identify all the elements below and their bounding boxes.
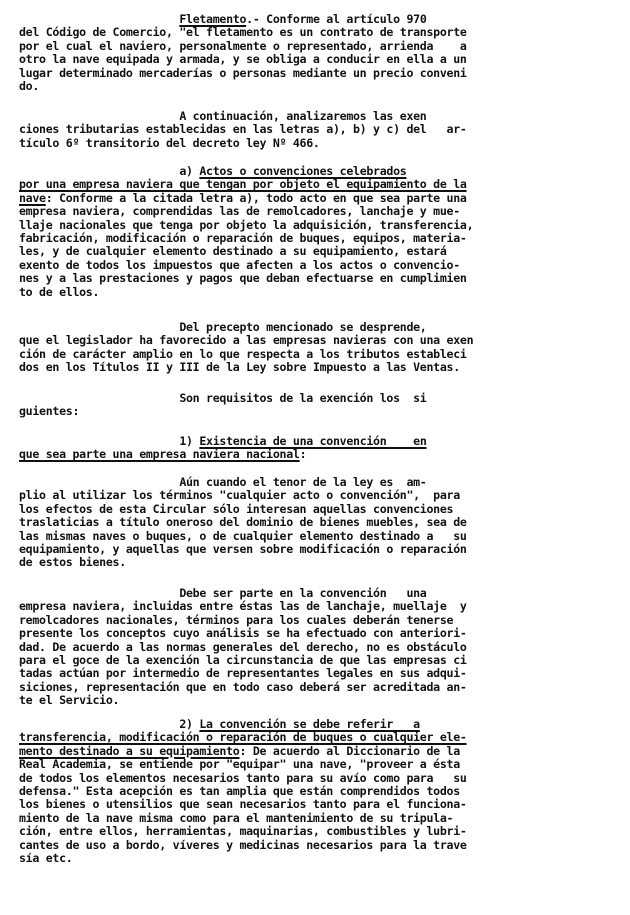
underlined-text: Existencia de una convención en xyxy=(199,434,427,448)
text-line xyxy=(19,205,613,218)
text-segment: te el Servicio. xyxy=(19,693,120,708)
text-segment: Aún cuando el tenor de la ley es am- xyxy=(19,475,427,489)
text-line xyxy=(19,530,613,543)
text-line xyxy=(19,694,613,707)
text-line xyxy=(19,123,613,136)
text-segment: los efectos de esta Circular sólo interesan aquellas convenciones xyxy=(19,501,454,516)
paragraph-legislator-exemption xyxy=(19,321,613,375)
text-segment: equipamiento, y aquellas que versen sobre modificación o reparación xyxy=(19,541,467,556)
text-segment: las mismas naves o buques, o de cualquier elemento destinado a su xyxy=(19,528,467,543)
text-segment: remolcadores nacionales, términos para los cuales deberán tenerse xyxy=(19,612,454,627)
text-line xyxy=(19,110,613,123)
text-line xyxy=(19,219,613,232)
text-segment: Debe ser parte en la convención una xyxy=(19,586,427,600)
text-segment: para el goce de la exención la circunstancia de que las empresas ci xyxy=(19,652,467,667)
text-line xyxy=(19,516,613,529)
text-line xyxy=(19,503,613,516)
paragraph-requirement-1-scope xyxy=(19,476,613,570)
text-segment: siciones, representación que en todo caso deberá ser acreditada an- xyxy=(19,679,467,694)
text-segment: : De acuerdo al Diccionario de la xyxy=(239,743,460,758)
text-line xyxy=(19,489,613,502)
underlined-text: La convención se debe referir a xyxy=(199,717,420,731)
text-segment: ciones tributarias establecidas en las letras a), b) y c) del ar- xyxy=(19,122,467,137)
text-segment: to de ellos. xyxy=(19,284,100,299)
text-line xyxy=(19,232,613,245)
text-line xyxy=(19,785,613,798)
text-line xyxy=(19,178,613,191)
text-segment: nes y a las prestaciones y pagos que deban efectuarse en cumplimien xyxy=(19,271,467,286)
text-segment: miento de la nave misma como para el mantenimiento de su tripula- xyxy=(19,810,454,825)
text-line xyxy=(19,361,613,374)
text-line xyxy=(19,80,613,93)
text-line xyxy=(19,641,613,654)
text-segment: Del precepto mencionado se desprende, xyxy=(19,320,427,334)
text-line xyxy=(19,334,613,347)
text-line xyxy=(19,53,613,66)
text-line xyxy=(19,758,613,771)
text-line xyxy=(19,825,613,838)
text-line xyxy=(19,272,613,285)
text-segment: llaje nacionales que tenga por objeto la adquisición, transferencia, xyxy=(19,217,474,232)
text-segment: exento de todos los impuestos que afecten a los actos o convencio- xyxy=(19,257,460,272)
text-segment: tículo 6º transitorio del decreto ley Nº 466. xyxy=(19,135,320,150)
text-line xyxy=(19,812,613,825)
text-line xyxy=(19,67,613,80)
paragraph-requirement-1-heading xyxy=(19,435,613,462)
underlined-text: transferencia, modificación o reparación de buques o cualquier ele- xyxy=(19,730,467,745)
text-segment: empresa naviera, incluidas entre éstas las de lanchaje, muellaje y xyxy=(19,599,467,614)
text-segment: de estos bienes. xyxy=(19,555,126,570)
text-line xyxy=(19,654,613,667)
text-segment: : Conforme a la citada letra a), todo acto en que sea parte una xyxy=(45,190,467,205)
text-segment: dad. De acuerdo a las normas generales del derecho, no es obstáculo xyxy=(19,639,467,654)
text-segment: ción, entre ellos, herramientas, maquinarias, combustibles y lubri- xyxy=(19,824,467,839)
underlined-text: que sea parte una empresa naviera nacional xyxy=(19,447,300,462)
text-segment: 2) xyxy=(19,717,200,731)
paragraph-fletamento-definition xyxy=(19,13,613,93)
text-line xyxy=(19,321,613,334)
underlined-text: Fletamento xyxy=(179,12,247,26)
text-line xyxy=(19,40,613,53)
text-line xyxy=(19,614,613,627)
text-segment: 1) xyxy=(19,434,200,448)
text-segment: lugar determinado mercaderías o personas mediante un precio conveni xyxy=(19,65,467,80)
text-segment: fabricación, modificación o reparación de buques, equipos, materia- xyxy=(19,230,467,245)
text-segment: dos en los Títulos II y III de la Ley sobre Impuesto a las Ventas. xyxy=(19,360,460,375)
text-segment: de todos los elementos necesarios tanto para su avío como para su xyxy=(19,770,467,785)
text-line xyxy=(19,772,613,785)
text-segment: que el legislador ha favorecido a las empresas navieras con una exen xyxy=(19,333,474,348)
text-segment: Real Academia, se entiende por "equipar" una nave, "proveer a ésta xyxy=(19,757,460,772)
text-line xyxy=(19,392,613,405)
underlined-text: por una empresa naviera que tengan por objeto el equipamiento de la xyxy=(19,177,467,192)
text-segment: do. xyxy=(19,78,40,93)
underlined-text: Actos o convenciones celebrados xyxy=(199,164,407,178)
text-segment: traslaticias a título oneroso del dominio de bienes muebles, sea de xyxy=(19,515,467,530)
text-segment: les, y de cualquier elemento destinado a su equipamiento, estará xyxy=(19,244,447,259)
text-segment: otro la nave equipada y armada, y se obliga a conducir en ella a un xyxy=(19,52,467,67)
text-line xyxy=(19,600,613,613)
text-line xyxy=(19,405,613,418)
text-segment: los bienes o utensilios que sean necesarios tanto para el funciona- xyxy=(19,797,467,812)
text-line xyxy=(19,745,613,758)
text-line xyxy=(19,165,613,178)
text-segment: sía etc. xyxy=(19,850,73,865)
text-line xyxy=(19,13,613,26)
text-segment: .- Conforme al artículo 970 xyxy=(246,12,427,26)
text-line xyxy=(19,192,613,205)
paragraph-analysis-intro xyxy=(19,110,613,150)
text-line xyxy=(19,731,613,744)
text-line xyxy=(19,286,613,299)
paragraph-requirements-intro xyxy=(19,392,613,419)
text-segment xyxy=(19,12,179,26)
text-segment: por el cual el naviero, personalmente o representado, arrienda a xyxy=(19,38,467,53)
text-line xyxy=(19,137,613,150)
text-segment: ción de carácter amplio en lo que respecta a los tributos estableci xyxy=(19,346,467,361)
text-line xyxy=(19,681,613,694)
paragraph-requirement-1-parties xyxy=(19,587,613,708)
text-segment: empresa naviera, comprendidas las de remolcadores, lanchaje y mue- xyxy=(19,204,460,219)
text-line xyxy=(19,718,613,731)
text-line xyxy=(19,587,613,600)
text-segment: a) xyxy=(19,164,200,178)
text-line xyxy=(19,852,613,865)
paragraph-requirement-2 xyxy=(19,718,613,865)
text-line xyxy=(19,245,613,258)
underlined-text: mento destinado a su equipamiento xyxy=(19,743,240,758)
text-segment: A continuación, analizaremos las exen xyxy=(19,109,427,123)
text-line xyxy=(19,556,613,569)
text-segment: defensa." Esta acepción es tan amplia que están comprendidos todos xyxy=(19,783,460,798)
text-line xyxy=(19,627,613,640)
underlined-text: nave xyxy=(19,190,46,205)
text-segment: guientes: xyxy=(19,404,80,419)
text-line xyxy=(19,543,613,556)
text-line xyxy=(19,798,613,811)
text-line xyxy=(19,348,613,361)
text-segment: : xyxy=(299,447,307,462)
text-line xyxy=(19,259,613,272)
text-segment: plio al utilizar los términos "cualquier acto o convención", para xyxy=(19,488,460,503)
text-segment: del Código de Comercio, "el fletamento es un contrato de transporte xyxy=(19,25,467,40)
paragraph-section-a xyxy=(19,165,613,299)
text-line xyxy=(19,839,613,852)
text-line xyxy=(19,26,613,39)
text-line xyxy=(19,435,613,448)
text-segment: tadas actúan por intermedio de representantes legales en sus adqui- xyxy=(19,666,467,681)
text-line xyxy=(19,476,613,489)
text-line xyxy=(19,448,613,461)
text-segment: Son requisitos de la exención los si xyxy=(19,391,427,405)
text-line xyxy=(19,667,613,680)
text-segment: presente los conceptos cuyo análisis se ha efectuado con anteriori- xyxy=(19,626,467,641)
text-segment: cantes de uso a bordo, víveres y medicinas necesarios para la trave xyxy=(19,837,467,852)
